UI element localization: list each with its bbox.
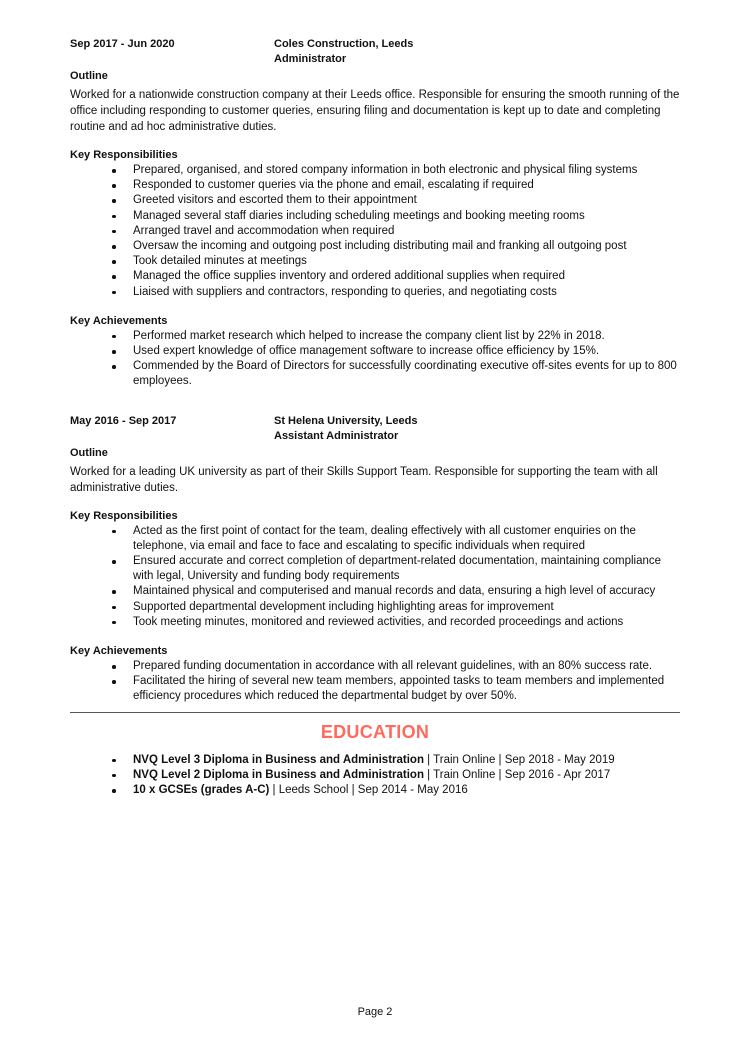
list-item-text: Ensured accurate and correct completion of department-related documentation, maintaining compliance with legal, University and funding body requirements [133, 555, 662, 583]
bullet-icon [112, 350, 116, 354]
list-item [70, 224, 680, 239]
list-item-text: Prepared, organised, and stored company information in both electronic and physical filing systems [133, 164, 638, 176]
list-item-text: Prepared funding documentation in accordance with all relevant guidelines, with an 80% success rate. [133, 660, 653, 673]
job-role: Administrator [274, 53, 347, 65]
list-item [70, 163, 680, 178]
achievements-label: Key Achievements [70, 645, 168, 658]
list-item [70, 659, 680, 674]
job-role: Assistant Administrator [274, 429, 399, 442]
bullet-icon [112, 365, 116, 369]
bullet-icon [112, 291, 116, 295]
list-item [70, 524, 680, 554]
bullet-icon [112, 774, 116, 778]
resume-page [70, 0, 680, 798]
bullet-icon [112, 680, 116, 684]
list-item-text: Greeted visitors and escorted them to their appointment [133, 194, 417, 207]
list-item [70, 554, 680, 584]
responsibilities-list [70, 163, 680, 300]
list-item [70, 209, 680, 224]
list-item-text: Took detailed minutes at meetings [133, 255, 307, 268]
job-header [70, 37, 680, 69]
list-item [70, 359, 680, 389]
job-header [70, 414, 680, 446]
bullet-icon [112, 169, 116, 173]
list-item [70, 753, 680, 768]
qualification-details: | Leeds School | Sep 2014 - May 2016 [269, 784, 468, 797]
bullet-icon [112, 215, 116, 219]
bullet-icon [112, 560, 116, 564]
achievements-label: Key Achievements [70, 314, 168, 327]
achievements-list [70, 329, 680, 390]
education-heading: EDUCATION [320, 721, 430, 742]
bullet-icon [112, 245, 116, 249]
list-item [70, 193, 680, 208]
section-divider [70, 712, 680, 713]
outline-label: Outline [70, 446, 108, 459]
bullet-icon [112, 335, 116, 339]
job-entry [70, 37, 680, 390]
list-item [70, 178, 680, 193]
bullet-icon [112, 590, 116, 594]
list-item [70, 600, 680, 615]
bullet-icon [112, 275, 116, 279]
job-company: Coles Construction, Leeds [274, 38, 414, 50]
list-item [70, 615, 680, 630]
list-item [70, 269, 680, 284]
list-item-text: Supported departmental development including highlighting areas for improvement [133, 600, 554, 613]
list-item-text: Managed the office supplies inventory and ordered additional supplies when required [133, 270, 565, 283]
bullet-icon [112, 789, 116, 793]
list-item-text: Oversaw the incoming and outgoing post including distributing mail and franking all outgoing post [133, 240, 627, 253]
list-item [70, 329, 680, 344]
qualification-details: | Train Online | Sep 2018 - May 2019 [423, 753, 615, 766]
achievements-list [70, 659, 680, 705]
list-item-text: Performed market research which helped to increase the company client list by 22% in 2018. [133, 329, 605, 342]
qualification: NVQ Level 2 Diploma in Business and Administration [133, 768, 424, 781]
list-item [70, 783, 680, 798]
qualification: 10 x GCSEs (grades A-C) [133, 784, 270, 797]
job-outline: Worked for a nationwide construction company at their Leeds office. Responsible for ensuring the smooth running of the office including responding to customer queries, ensuring filing and documentation is kept up to date and completing routine and ad hoc administrative duties. [70, 89, 680, 133]
list-item [70, 768, 680, 783]
bullet-icon [112, 184, 116, 188]
list-item-text: Responded to customer queries via the phone and email, escalating if required [133, 179, 534, 192]
list-item-text: Acted as the first point of contact for the team, dealing effectively with all customer enquiries on the telephone, via email and face to face and escalating to specific individuals when required [133, 524, 636, 552]
list-item [70, 254, 680, 269]
list-item-text: Commended by the Board of Directors for successfully coordinating executive off-sites events for up to 800 employees. [133, 360, 677, 388]
list-item [70, 285, 680, 300]
job-dates: May 2016 - Sep 2017 [70, 414, 177, 427]
outline-label: Outline [70, 70, 108, 82]
bullet-icon [112, 260, 116, 264]
bullet-icon [112, 606, 116, 610]
list-item [70, 674, 680, 704]
list-item-text: Arranged travel and accommodation when required [133, 224, 395, 237]
list-item [70, 584, 680, 599]
list-item [70, 239, 680, 254]
bullet-icon [112, 530, 116, 534]
job-entry [70, 414, 680, 705]
responsibilities-label: Key Responsibilities [70, 149, 178, 161]
list-item-text: Liaised with suppliers and contractors, responding to queries, and negotiating costs [133, 285, 557, 298]
job-dates: Sep 2017 - Jun 2020 [70, 38, 175, 50]
page-number: Page 2 [357, 1006, 393, 1018]
qualification-details: | Train Online | Sep 2016 - Apr 2017 [423, 768, 611, 781]
list-item-text: Managed several staff diaries including scheduling meetings and booking meeting rooms [133, 209, 585, 222]
list-item [70, 344, 680, 359]
education-list [70, 753, 680, 799]
bullet-icon [112, 759, 116, 763]
bullet-icon [112, 621, 116, 625]
list-item-text: Maintained physical and computerised and manual records and data, ensuring a high level of accuracy [133, 585, 656, 598]
list-item-text: Facilitated the hiring of several new team members, appointed tasks to team members and implemented efficiency procedures which reduced the departmental budget by over 50%. [133, 675, 665, 703]
bullet-icon [112, 665, 116, 669]
bullet-icon [112, 230, 116, 234]
responsibilities-label: Key Responsibilities [70, 509, 178, 522]
bullet-icon [112, 199, 116, 203]
list-item-text: Took meeting minutes, monitored and reviewed activities, and recorded proceedings and actions [133, 615, 624, 628]
job-outline: Worked for a leading UK university as part of their Skills Support Team. Responsible for supporting the team with all administrative duties. [70, 465, 658, 494]
job-company: St Helena University, Leeds [274, 414, 418, 427]
responsibilities-list [70, 524, 680, 630]
list-item-text: Used expert knowledge of office management software to increase office efficiency by 15%. [133, 345, 600, 358]
qualification: NVQ Level 3 Diploma in Business and Administration [133, 753, 424, 766]
